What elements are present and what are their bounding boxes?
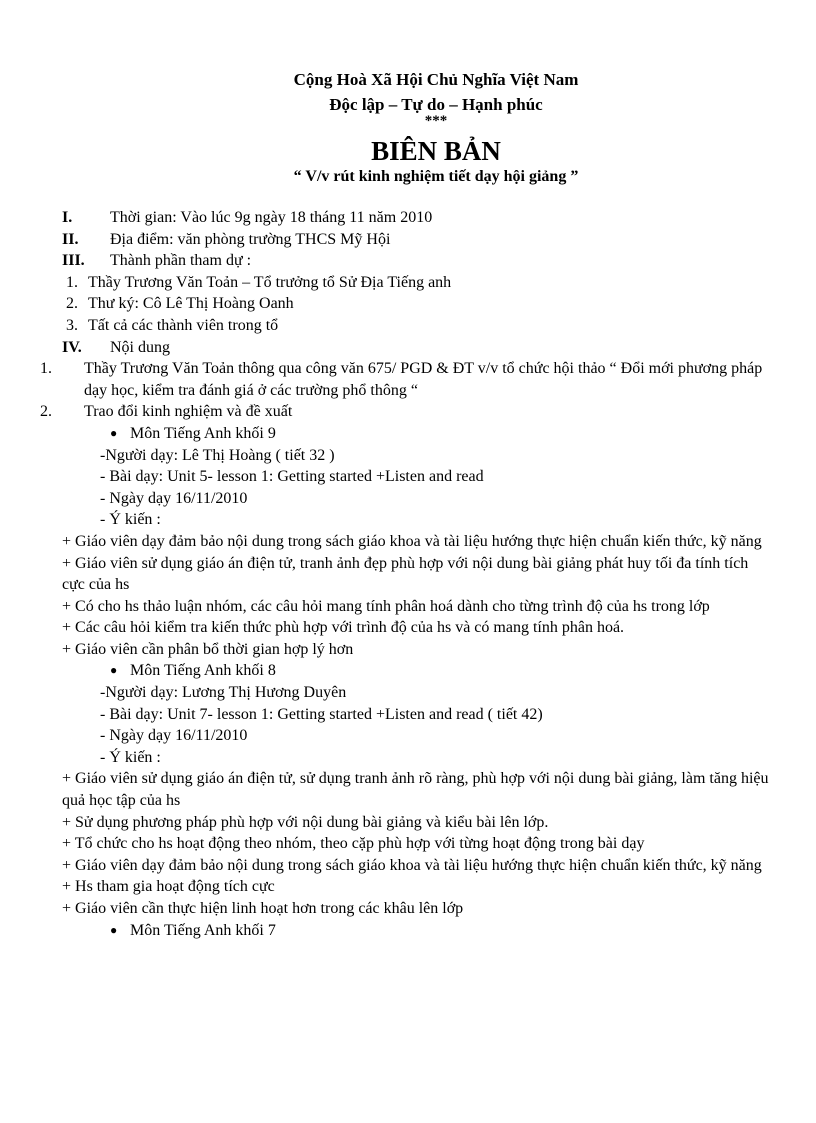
document-body bbox=[40, 207, 772, 941]
subject-heading-text: Môn Tiếng Anh khối 7 bbox=[130, 921, 276, 939]
subject-heading-grade8 bbox=[62, 660, 772, 682]
list-text: Tất cả các thành viên trong tổ bbox=[88, 316, 279, 334]
opinion-label: - Ý kiến : bbox=[100, 511, 161, 529]
list-item bbox=[62, 272, 772, 294]
subject-heading-text: Môn Tiếng Anh khối 9 bbox=[130, 424, 276, 442]
section-content bbox=[62, 337, 772, 359]
section-text: Địa điểm: văn phòng trường THCS Mỹ Hội bbox=[110, 230, 391, 248]
opinion-item: + Tổ chức cho hs hoạt động theo nhóm, theo cặp phù hợp với từng hoạt động trong bài dạy bbox=[62, 835, 645, 853]
bullet-icon: ● bbox=[110, 663, 118, 678]
list-number: 2. bbox=[66, 295, 78, 313]
list-item bbox=[62, 293, 772, 315]
subject-heading-grade9 bbox=[62, 423, 772, 445]
opinion-item: + Hs tham gia hoạt động tích cực bbox=[62, 878, 275, 896]
list-text: Trao đổi kinh nghiệm và đề xuất bbox=[84, 403, 293, 421]
opinion-item: + Giáo viên sử dụng giáo án điện tử, sử dụng tranh ảnh rõ ràng, phù hợp với nội dung bài giảng, làm tăng hiệu quả học tập của hs bbox=[62, 770, 769, 810]
opinion-item: + Giáo viên dạy đảm bảo nội dung trong sách giáo khoa và tài liệu hướng thực hiện chuẩn kiến thức, kỹ năng bbox=[62, 532, 762, 550]
list-number: 2. bbox=[40, 403, 52, 421]
section-place bbox=[62, 229, 772, 251]
section-text: Thành phần tham dự : bbox=[110, 252, 252, 270]
opinion-item: + Giáo viên dạy đảm bảo nội dung trong sách giáo khoa và tài liệu hướng thực hiện chuẩn kiến thức, kỹ năng bbox=[62, 856, 762, 874]
subject-heading-text: Môn Tiếng Anh khối 8 bbox=[130, 662, 276, 680]
list-item bbox=[40, 401, 772, 423]
section-text: Thời gian: Vào lúc 9g ngày 18 tháng 11 năm 2010 bbox=[110, 209, 433, 226]
subject-heading-grade7 bbox=[62, 920, 772, 942]
section-number: III. bbox=[62, 252, 85, 270]
bullet-icon: ● bbox=[110, 922, 118, 937]
list-number: 1. bbox=[66, 273, 78, 291]
list-number: 3. bbox=[66, 316, 78, 334]
bullet-icon: ● bbox=[110, 425, 118, 440]
teacher-line: -Người dạy: Lê Thị Hoàng ( tiết 32 ) bbox=[100, 446, 335, 464]
list-text: Thầy Trương Văn Toản – Tổ trưởng tổ Sử Địa Tiếng anh bbox=[88, 273, 452, 291]
opinion-item: + Giáo viên sử dụng giáo án điện tử, tranh ảnh đẹp phù hợp với nội dung bài giảng phát huy tối đa tính tích cực của hs bbox=[62, 554, 749, 594]
section-participants bbox=[62, 250, 772, 272]
date-line: - Ngày dạy 16/11/2010 bbox=[100, 489, 248, 507]
opinion-label: - Ý kiến : bbox=[100, 748, 161, 766]
list-item bbox=[62, 315, 772, 337]
document-subtitle: “ V/v rút kinh nghiệm tiết dạy hội giảng ” bbox=[293, 168, 579, 185]
document-title: BIÊN BẢN bbox=[371, 136, 501, 166]
lesson-line: - Bài dạy: Unit 5- lesson 1: Getting started +Listen and read bbox=[100, 468, 484, 486]
opinion-item: + Các câu hỏi kiểm tra kiến thức phù hợp với trình độ của hs và có mang tính phân hoá. bbox=[62, 619, 625, 637]
list-text: Thư ký: Cô Lê Thị Hoàng Oanh bbox=[88, 295, 294, 313]
section-number: I. bbox=[62, 209, 73, 226]
opinion-item: + Sử dụng phương pháp phù hợp với nội dung bài giảng và kiểu bài lên lớp. bbox=[62, 813, 549, 831]
opinion-item: + Giáo viên cần thực hiện linh hoạt hơn trong các khâu lên lớp bbox=[62, 900, 464, 917]
list-item bbox=[40, 358, 772, 401]
section-number: II. bbox=[62, 230, 79, 248]
section-time bbox=[62, 207, 772, 229]
opinion-item: + Có cho hs thảo luận nhóm, các câu hỏi mang tính phân hoá dành cho từng trình độ của hs trong lớp bbox=[62, 597, 710, 615]
teacher-line: -Người dạy: Lương Thị Hương Duyên bbox=[100, 684, 347, 702]
header-stars: *** bbox=[424, 113, 448, 129]
national-motto: Độc lập – Tự do – Hạnh phúc bbox=[329, 95, 543, 114]
opinion-item: + Giáo viên cần phân bổ thời gian hợp lý hơn bbox=[62, 640, 354, 658]
list-text: Thầy Trương Văn Toản thông qua công văn 675/ PGD & ĐT v/v tổ chức hội thảo “ Đổi mới phương pháp dạy học, kiểm tra đánh giá ở các trường phổ thông “ bbox=[84, 360, 763, 399]
list-number: 1. bbox=[40, 360, 52, 378]
lesson-line: - Bài dạy: Unit 7- lesson 1: Getting started +Listen and read ( tiết 42) bbox=[100, 705, 543, 723]
section-number: IV. bbox=[62, 338, 82, 356]
date-line: - Ngày dạy 16/11/2010 bbox=[100, 727, 248, 745]
section-text: Nội dung bbox=[110, 338, 170, 356]
national-title: Cộng Hoà Xã Hội Chủ Nghĩa Việt Nam bbox=[293, 70, 579, 89]
